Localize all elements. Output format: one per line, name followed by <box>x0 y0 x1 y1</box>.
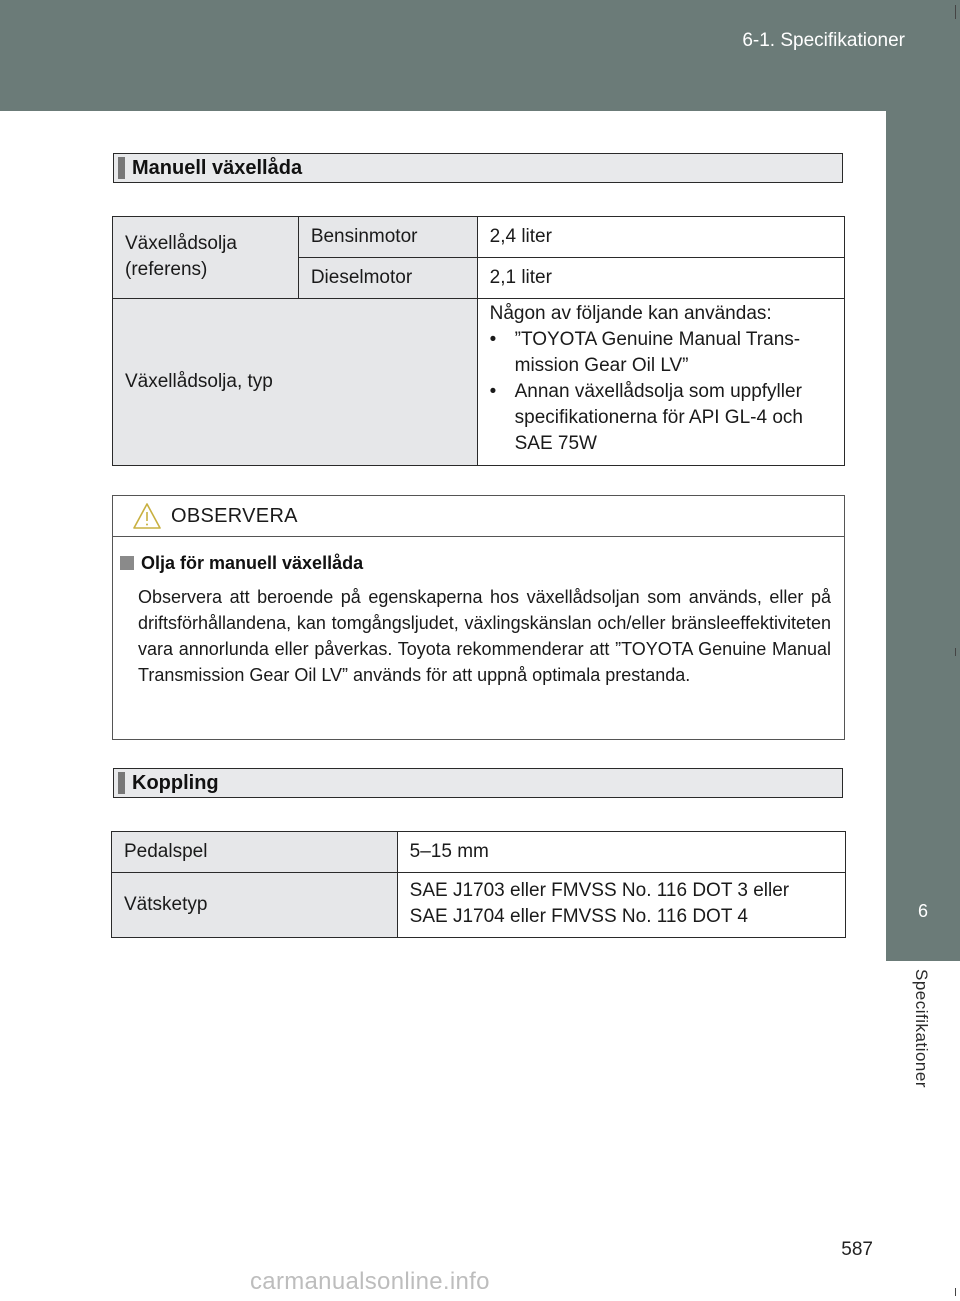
table-row <box>112 873 846 938</box>
warning-triangle-icon <box>132 502 162 530</box>
crop-mark <box>955 1288 956 1296</box>
engine-cell: Bensinmotor <box>298 217 477 258</box>
chapter-number: 6 <box>917 901 928 921</box>
value-cell: 2,1 liter <box>477 258 844 299</box>
crop-mark <box>955 648 956 656</box>
table-row <box>112 832 846 873</box>
clutch-heading <box>113 768 843 798</box>
oil-type-intro: Någon av följande kan användas: <box>489 303 772 324</box>
clutch-value-cell: SAE J1703 eller FMVSS No. 116 DOT 3 eller SAE J1704 eller FMVSS No. 116 DOT 4 <box>397 873 845 938</box>
heading-label: Koppling <box>132 772 219 794</box>
heading-accent-bar <box>118 157 125 179</box>
heading-accent-bar <box>118 772 125 794</box>
watermark: carmanualsonline.info <box>250 1268 490 1295</box>
oil-type-bullet: • Annan växellådsolja som uppfyller specifikationerna för API GL-4 och SAE 75W <box>490 379 832 457</box>
crop-mark <box>955 5 956 19</box>
oil-type-label-cell: Växellådsolja, typ <box>113 299 478 466</box>
oil-type-bullet: • ”TOYOTA Genuine Manual Trans- mission Gear Oil LV” <box>490 327 832 379</box>
value-cell: 2,4 liter <box>477 217 844 258</box>
oil-type-value-cell <box>477 299 844 466</box>
notice-title: OBSERVERA <box>171 505 298 527</box>
page-header-bar <box>0 0 960 111</box>
clutch-value-cell: 5–15 mm <box>397 832 845 873</box>
chapter-label-container <box>886 961 960 1301</box>
clutch-table <box>111 831 846 938</box>
chapter-tab <box>886 111 960 961</box>
section-title: 6-1. Specifikationer <box>742 30 905 51</box>
chapter-label: Specifikationer <box>912 969 931 1089</box>
oil-label-cell: Växellådsolja (referens) <box>113 217 299 299</box>
manual-transmission-heading <box>113 153 843 183</box>
clutch-label-cell: Pedalspel <box>112 832 398 873</box>
notice-header <box>113 496 844 537</box>
table-row <box>113 299 845 466</box>
square-bullet-icon <box>120 556 134 570</box>
notice-box <box>112 495 845 740</box>
engine-cell: Dieselmotor <box>298 258 477 299</box>
notice-subheading <box>120 553 363 574</box>
notice-body: Observera att beroende på egenskaperna hos växellådsoljan som används, eller på driftsförhållandena, kan tomgångsljudet, växlingskänslan och/eller bränsleeffektiviteten vara annorlunda eller påverkas. Toyota rekommenderar att ”TOYOTA Genuine Manual Transmission Gear Oil LV” används för att uppnå optimala prestanda. <box>138 587 831 685</box>
heading-label: Manuell växellåda <box>132 157 303 179</box>
page-number: 587 <box>841 1239 873 1260</box>
manual-transmission-table <box>112 216 845 466</box>
table-row <box>113 217 845 258</box>
clutch-label-cell: Vätsketyp <box>112 873 398 938</box>
notice-subheading-text: Olja för manuell växellåda <box>141 553 364 573</box>
